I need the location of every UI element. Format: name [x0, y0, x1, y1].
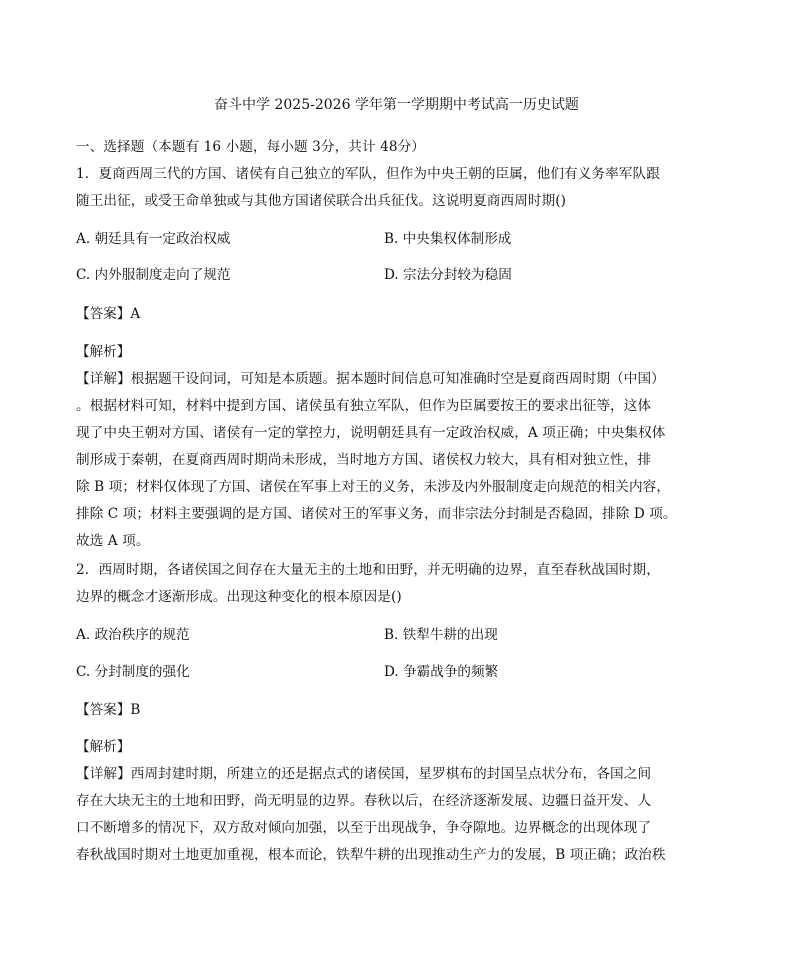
q1-option-c: C. 内外服制度走向了规范 [76, 267, 231, 283]
q2-stem-line-1: 2．西周时期，各诸侯国之间存在大量无主的土地和田野，并无明确的边界，直至春秋战国时期， [76, 562, 660, 578]
q2-explanation-line-2: 存在大块无主的土地和田野，尚无明显的边界。春秋以后，在经济逐渐发展、边疆日益开发、人 [76, 793, 652, 809]
q1-explanation-line-2: 。根据材料可知，材料中提到方国、诸侯虽有独立军队，但作为臣属要按王的要求出征等，这体 [76, 398, 652, 414]
q1-stem-line-1: 1．夏商西周三代的方国、诸侯有自己独立的军队，但作为中央王朝的臣属，他们有义务率军队跟 [76, 166, 660, 182]
q2-explanation-line-4: 春秋战国时期对土地更加重视，根本而论，铁犁牛耕的出现推动生产力的发展，B 项正确；政治秩 [76, 847, 666, 863]
q1-answer: 【答案】A [76, 306, 141, 322]
section-header: 一、选择题（本题有 16 小题，每小题 3分，共计 48分） [76, 139, 425, 155]
q1-explanation-line-4: 制形成于秦朝，在夏商西周时期尚未形成，当时地方方国、诸侯权力较大，具有相对独立性，排 [76, 452, 652, 468]
q1-explanation-line-6: 排除 C 项；材料主要强调的是方国、诸侯对王的军事义务，而非宗法分封制是否稳固，排除 D 项。 [76, 506, 677, 522]
q2-option-c: C. 分封制度的强化 [76, 664, 190, 680]
q1-explanation-line-3: 现了中央王朝对方国、诸侯有一定的掌控力，说明朝廷具有一定政治权威，A 项正确；中央集权体 [76, 425, 666, 441]
q1-stem-line-2: 随王出征，或受王命单独或与其他方国诸侯联合出兵征伐。这说明夏商西周时期() [76, 193, 567, 209]
q1-option-b: B. 中央集权体制形成 [384, 231, 512, 247]
q2-option-d: D. 争霸战争的频繁 [384, 664, 499, 680]
q2-analysis-label: 【解析】 [76, 739, 131, 755]
q1-option-d: D. 宗法分封较为稳固 [384, 267, 512, 283]
q1-explanation-line-1: 【详解】根据题干设问词，可知是本质题。据本题时间信息可知准确时空是夏商西周时期（中国） [76, 371, 665, 387]
q2-option-a: A. 政治秩序的规范 [76, 627, 190, 643]
q2-explanation-line-1: 【详解】西周封建时期，所建立的还是据点式的诸侯国，星罗棋布的封国呈点状分布，各国之间 [76, 766, 652, 782]
q1-explanation-line-7: 故选 A 项。 [76, 533, 150, 549]
q2-option-b: B. 铁犁牛耕的出现 [384, 627, 498, 643]
q1-analysis-label: 【解析】 [76, 344, 131, 360]
q2-stem-line-2: 边界的概念才逐渐形成。出现这种变化的根本原因是() [76, 589, 402, 605]
q2-explanation-line-3: 口不断增多的情况下，双方敌对倾向加强，以至于出现战争，争夺隙地。边界概念的出现体现了 [76, 820, 652, 836]
q1-explanation-line-5: 除 B 项；材料仅体现了方国、诸侯在军事上对王的义务，未涉及内外服制度走向规范的相关内容， [76, 479, 671, 495]
document-title: 奋斗中学 2025-2026 学年第一学期期中考试高一历史试题 [214, 97, 579, 113]
q1-option-a: A. 朝廷具有一定政治权威 [76, 231, 231, 247]
q2-answer: 【答案】B [76, 702, 141, 718]
